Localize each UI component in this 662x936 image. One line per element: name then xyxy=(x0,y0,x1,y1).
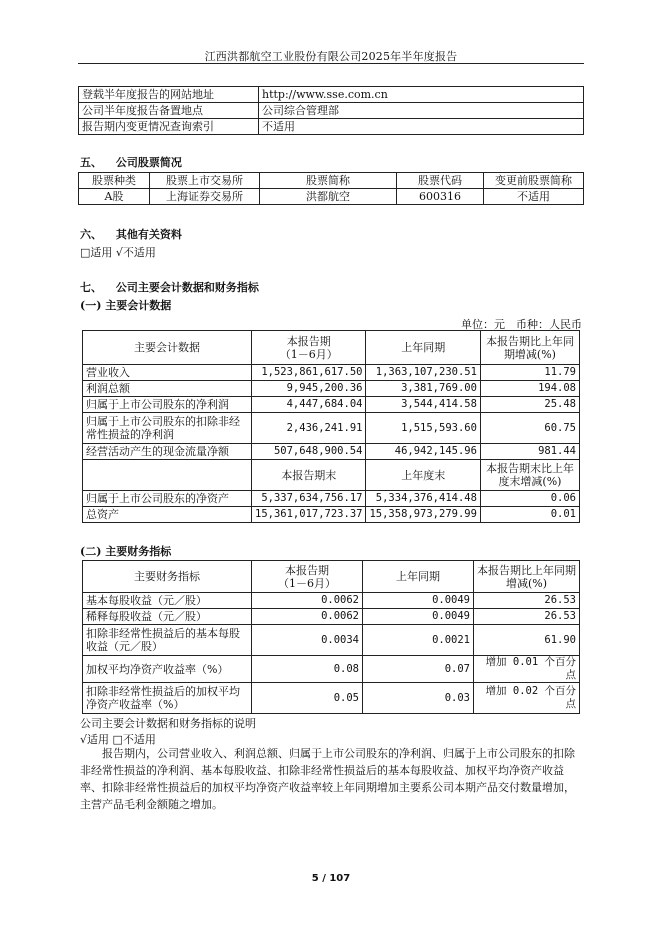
row-label: 归属于上市公司股东的净资产 xyxy=(83,491,252,507)
change-value: 194.08 xyxy=(480,381,579,397)
prior-value: 1,515,593.60 xyxy=(366,413,480,444)
row-label: 经营活动产生的现金流量净额 xyxy=(83,444,252,460)
row-label: 扣除非经常性损益后的基本每股收益（元／股） xyxy=(83,625,252,656)
change-value: 26.53 xyxy=(474,609,580,625)
change-value: 26.53 xyxy=(474,593,580,609)
prior-value: 0.07 xyxy=(363,656,474,683)
section6-title: 其他有关资料 xyxy=(115,228,182,241)
stock-cell: 不适用 xyxy=(484,189,584,205)
stock-header-cell: 股票上市交易所 xyxy=(150,173,260,189)
current-value: 0.0062 xyxy=(252,593,363,609)
change-value: 0.01 xyxy=(480,507,579,523)
current-value: 1,523,861,617.50 xyxy=(252,365,366,381)
row-label: 归属于上市公司股东的扣除非经常性损益的净利润 xyxy=(83,413,252,444)
current-value: 9,945,200.36 xyxy=(252,381,366,397)
change-value: 61.90 xyxy=(474,625,580,656)
info-value: 不适用 xyxy=(259,119,584,135)
stock-table xyxy=(78,172,584,205)
page-number: 5 / 107 xyxy=(311,873,351,884)
prior-value: 3,544,414.58 xyxy=(366,397,480,413)
table-header-cell: 本报告期 （1－6月） xyxy=(252,561,363,593)
info-value: 公司综合管理部 xyxy=(259,103,584,119)
subsection-financial-indicators: (二) 主要财务指标 xyxy=(80,545,172,558)
table-header-cell: 本报告期 （1－6月） xyxy=(252,331,366,365)
prior-value: 1,363,107,230.51 xyxy=(366,365,480,381)
current-value: 15,361,017,723.37 xyxy=(252,507,366,523)
section7-number: 七、 xyxy=(80,281,102,294)
current-value: 5,337,634,756.17 xyxy=(252,491,366,507)
current-value: 0.05 xyxy=(252,683,363,714)
change-value: 11.79 xyxy=(480,365,579,381)
financial-indicators-table xyxy=(82,560,580,714)
info-label: 报告期内变更情况查询索引 xyxy=(79,119,259,135)
section6-heading xyxy=(80,226,182,242)
current-value: 0.08 xyxy=(252,656,363,683)
row-label: 利润总额 xyxy=(83,381,252,397)
note-title: 公司主要会计数据和财务指标的说明 xyxy=(80,717,256,730)
prior-value: 3,381,769.00 xyxy=(366,381,480,397)
change-value: 25.48 xyxy=(480,397,579,413)
current-value: 0.0062 xyxy=(252,609,363,625)
current-value: 507,648,900.54 xyxy=(252,444,366,460)
blank-cell xyxy=(83,460,252,491)
stock-header-cell: 股票简称 xyxy=(260,173,397,189)
info-label: 公司半年度报告备置地点 xyxy=(79,103,259,119)
table-header-cell: 上年度末 xyxy=(366,460,480,491)
section6-number: 六、 xyxy=(80,228,102,241)
stock-cell: 上海证券交易所 xyxy=(150,189,260,205)
table-header-cell: 本报告期末 xyxy=(252,460,366,491)
header-divider xyxy=(78,63,584,64)
stock-header-cell: 股票种类 xyxy=(79,173,150,189)
change-value: 0.06 xyxy=(480,491,579,507)
stock-cell: 洪都航空 xyxy=(260,189,397,205)
note-choice: √适用 □不适用 xyxy=(80,733,156,746)
note-paragraph: 报告期内，公司营业收入、利润总额、归属于上市公司股东的净利润、归属于上市公司股东的扣除非经常性损益的净利润、基本每股收益、扣除非经常性损益后的基本每股收益、加权平均净资产收益率、扣除非经常性损益后的加权平均净资产收益率较上年同期增加主要系公司本期产品交付数量增加，主营产品毛利金额随之增加。 xyxy=(80,747,575,811)
change-value: 60.75 xyxy=(480,413,579,444)
accounting-data-table xyxy=(82,330,580,523)
row-label: 扣除非经常性损益后的加权平均净资产收益率（%） xyxy=(83,683,252,714)
stock-header-cell: 变更前股票简称 xyxy=(484,173,584,189)
prior-value: 15,358,973,279.99 xyxy=(366,507,480,523)
prior-value: 5,334,376,414.48 xyxy=(366,491,480,507)
stock-header-cell: 股票代码 xyxy=(397,173,484,189)
table-header-cell: 本报告期比上年同期增减(%) xyxy=(480,331,579,365)
document-header: 江西洪都航空工业股份有限公司2025年半年度报告 xyxy=(204,50,458,63)
table-header-cell: 上年同期 xyxy=(366,331,480,365)
row-label: 基本每股收益（元／股） xyxy=(83,593,252,609)
info-label: 登载半年度报告的网站地址 xyxy=(79,87,259,103)
table-header-cell: 主要财务指标 xyxy=(83,561,252,593)
section6-choice: □适用 √不适用 xyxy=(80,246,156,259)
prior-value: 0.0049 xyxy=(363,593,474,609)
table-header-cell: 本报告期末比上年度末增减(%) xyxy=(480,460,579,491)
section7-heading xyxy=(80,279,259,295)
table-header-cell: 主要会计数据 xyxy=(83,331,252,365)
section5-number: 五、 xyxy=(80,156,102,169)
section5-title: 公司股票简况 xyxy=(115,156,182,169)
row-label: 营业收入 xyxy=(83,365,252,381)
table-header-cell: 上年同期 xyxy=(363,561,474,593)
info-value: http://www.sse.com.cn xyxy=(259,87,584,103)
prior-value: 0.0021 xyxy=(363,625,474,656)
section5-heading xyxy=(80,154,182,170)
current-value: 2,436,241.91 xyxy=(252,413,366,444)
subsection-accounting-data: (一) 主要会计数据 xyxy=(80,299,172,312)
current-value: 4,447,684.04 xyxy=(252,397,366,413)
row-label: 稀释每股收益（元／股） xyxy=(83,609,252,625)
report-location-table xyxy=(78,86,584,135)
stock-cell: A股 xyxy=(79,189,150,205)
change-value: 981.44 xyxy=(480,444,579,460)
current-value: 0.0034 xyxy=(252,625,363,656)
currency-unit: 单位：元 币种：人民币 xyxy=(461,318,582,331)
prior-value: 0.03 xyxy=(363,683,474,714)
section7-title: 公司主要会计数据和财务指标 xyxy=(115,281,259,294)
change-value: 增加 0.01 个百分点 xyxy=(474,656,580,683)
prior-value: 46,942,145.96 xyxy=(366,444,480,460)
row-label: 总资产 xyxy=(83,507,252,523)
stock-cell: 600316 xyxy=(397,189,484,205)
change-value: 增加 0.02 个百分点 xyxy=(474,683,580,714)
row-label: 归属于上市公司股东的净利润 xyxy=(83,397,252,413)
row-label: 加权平均净资产收益率（%） xyxy=(83,656,252,683)
prior-value: 0.0049 xyxy=(363,609,474,625)
table-header-cell: 本报告期比上年同期增减(%) xyxy=(474,561,580,593)
